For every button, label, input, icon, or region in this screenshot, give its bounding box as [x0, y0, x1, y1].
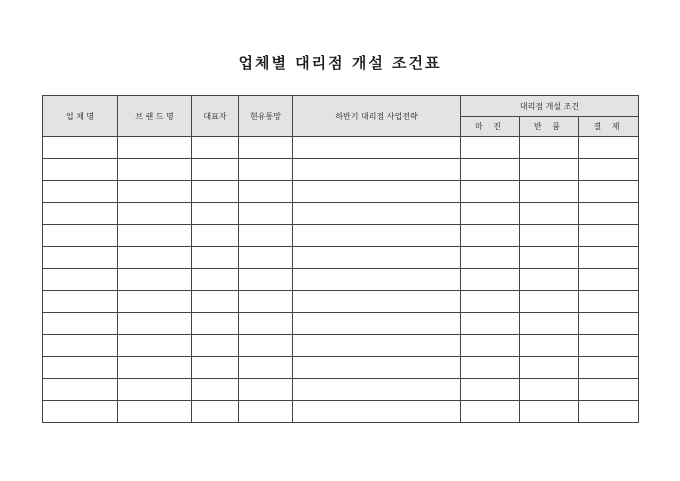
- document-title: 업체별 대리점 개설 조건표: [238, 54, 442, 72]
- cell-payment[interactable]: [579, 357, 639, 379]
- cell-ceo[interactable]: [192, 379, 239, 401]
- cell-returns[interactable]: [520, 379, 579, 401]
- cell-margin[interactable]: [461, 203, 520, 225]
- cell-strategy[interactable]: [293, 335, 461, 357]
- cell-company[interactable]: [43, 225, 118, 247]
- cell-payment[interactable]: [579, 401, 639, 423]
- cell-returns[interactable]: [520, 247, 579, 269]
- cell-brand[interactable]: [118, 291, 192, 313]
- table-body: [43, 137, 639, 423]
- cell-margin[interactable]: [461, 159, 520, 181]
- cell-returns[interactable]: [520, 291, 579, 313]
- cell-returns[interactable]: [520, 181, 579, 203]
- header-payment: 결 제: [579, 117, 639, 137]
- cell-payment[interactable]: [579, 313, 639, 335]
- header-brand-name: 브 랜 드 명: [118, 96, 192, 137]
- cell-returns[interactable]: [520, 203, 579, 225]
- header-second-half-strategy: 하반기 대리점 사업전략: [293, 96, 461, 137]
- cell-brand[interactable]: [118, 181, 192, 203]
- cell-payment[interactable]: [579, 379, 639, 401]
- cell-ceo[interactable]: [192, 137, 239, 159]
- cell-brand[interactable]: [118, 379, 192, 401]
- table-row: [43, 335, 639, 357]
- cell-company[interactable]: [43, 159, 118, 181]
- header-ceo: 대표자: [192, 96, 239, 137]
- header-distribution-network: 현유통망: [239, 96, 293, 137]
- table-row: [43, 137, 639, 159]
- cell-distribution[interactable]: [239, 291, 293, 313]
- cell-company[interactable]: [43, 137, 118, 159]
- cell-returns[interactable]: [520, 137, 579, 159]
- dealer-conditions-table: [42, 95, 639, 423]
- cell-strategy[interactable]: [293, 269, 461, 291]
- cell-payment[interactable]: [579, 137, 639, 159]
- cell-strategy[interactable]: [293, 225, 461, 247]
- cell-distribution[interactable]: [239, 379, 293, 401]
- cell-distribution[interactable]: [239, 269, 293, 291]
- cell-brand[interactable]: [118, 357, 192, 379]
- cell-brand[interactable]: [118, 401, 192, 423]
- cell-brand[interactable]: [118, 203, 192, 225]
- cell-brand[interactable]: [118, 225, 192, 247]
- cell-margin[interactable]: [461, 335, 520, 357]
- table-row: [43, 291, 639, 313]
- cell-returns[interactable]: [520, 159, 579, 181]
- cell-strategy[interactable]: [293, 203, 461, 225]
- cell-margin[interactable]: [461, 401, 520, 423]
- cell-payment[interactable]: [579, 291, 639, 313]
- cell-ceo[interactable]: [192, 313, 239, 335]
- cell-brand[interactable]: [118, 313, 192, 335]
- cell-ceo[interactable]: [192, 203, 239, 225]
- cell-strategy[interactable]: [293, 313, 461, 335]
- cell-strategy[interactable]: [293, 401, 461, 423]
- cell-payment[interactable]: [579, 181, 639, 203]
- cell-distribution[interactable]: [239, 181, 293, 203]
- cell-returns[interactable]: [520, 225, 579, 247]
- table-row: [43, 225, 639, 247]
- cell-margin[interactable]: [461, 357, 520, 379]
- cell-strategy[interactable]: [293, 357, 461, 379]
- cell-company[interactable]: [43, 269, 118, 291]
- cell-payment[interactable]: [579, 247, 639, 269]
- cell-ceo[interactable]: [192, 291, 239, 313]
- table-row: [43, 159, 639, 181]
- table-row: [43, 203, 639, 225]
- cell-company[interactable]: [43, 401, 118, 423]
- cell-payment[interactable]: [579, 225, 639, 247]
- cell-ceo[interactable]: [192, 269, 239, 291]
- cell-payment[interactable]: [579, 159, 639, 181]
- cell-strategy[interactable]: [293, 247, 461, 269]
- table-row: [43, 269, 639, 291]
- cell-company[interactable]: [43, 291, 118, 313]
- cell-company[interactable]: [43, 313, 118, 335]
- cell-margin[interactable]: [461, 269, 520, 291]
- cell-ceo[interactable]: [192, 181, 239, 203]
- cell-brand[interactable]: [118, 247, 192, 269]
- cell-payment[interactable]: [579, 269, 639, 291]
- cell-distribution[interactable]: [239, 159, 293, 181]
- cell-payment[interactable]: [579, 335, 639, 357]
- cell-ceo[interactable]: [192, 401, 239, 423]
- cell-margin[interactable]: [461, 379, 520, 401]
- cell-strategy[interactable]: [293, 159, 461, 181]
- cell-company[interactable]: [43, 181, 118, 203]
- table-row: [43, 313, 639, 335]
- table-row: [43, 401, 639, 423]
- cell-brand[interactable]: [118, 137, 192, 159]
- cell-distribution[interactable]: [239, 335, 293, 357]
- cell-ceo[interactable]: [192, 159, 239, 181]
- cell-distribution[interactable]: [239, 225, 293, 247]
- cell-strategy[interactable]: [293, 137, 461, 159]
- cell-brand[interactable]: [118, 269, 192, 291]
- cell-margin[interactable]: [461, 247, 520, 269]
- cell-margin[interactable]: [461, 225, 520, 247]
- header-company-name: 업 체 명: [43, 96, 118, 137]
- cell-ceo[interactable]: [192, 357, 239, 379]
- cell-distribution[interactable]: [239, 247, 293, 269]
- cell-margin[interactable]: [461, 137, 520, 159]
- cell-payment[interactable]: [579, 203, 639, 225]
- table-row: [43, 357, 639, 379]
- cell-distribution[interactable]: [239, 357, 293, 379]
- cell-strategy[interactable]: [293, 291, 461, 313]
- cell-strategy[interactable]: [293, 379, 461, 401]
- cell-company[interactable]: [43, 203, 118, 225]
- cell-margin[interactable]: [461, 291, 520, 313]
- cell-distribution[interactable]: [239, 137, 293, 159]
- table-row: [43, 181, 639, 203]
- cell-brand[interactable]: [118, 159, 192, 181]
- header-opening-conditions: 대리점 개설 조건: [461, 96, 639, 117]
- cell-returns[interactable]: [520, 357, 579, 379]
- table-row: [43, 379, 639, 401]
- cell-returns[interactable]: [520, 401, 579, 423]
- table-row: [43, 247, 639, 269]
- cell-distribution[interactable]: [239, 203, 293, 225]
- cell-brand[interactable]: [118, 335, 192, 357]
- cell-ceo[interactable]: [192, 225, 239, 247]
- cell-company[interactable]: [43, 357, 118, 379]
- cell-ceo[interactable]: [192, 247, 239, 269]
- header-margin: 마 진: [461, 117, 520, 137]
- cell-company[interactable]: [43, 335, 118, 357]
- cell-distribution[interactable]: [239, 401, 293, 423]
- header-returns: 반 품: [520, 117, 579, 137]
- cell-company[interactable]: [43, 247, 118, 269]
- cell-company[interactable]: [43, 379, 118, 401]
- cell-margin[interactable]: [461, 313, 520, 335]
- cell-margin[interactable]: [461, 181, 520, 203]
- cell-returns[interactable]: [520, 313, 579, 335]
- cell-strategy[interactable]: [293, 181, 461, 203]
- cell-returns[interactable]: [520, 335, 579, 357]
- cell-distribution[interactable]: [239, 313, 293, 335]
- cell-returns[interactable]: [520, 269, 579, 291]
- cell-ceo[interactable]: [192, 335, 239, 357]
